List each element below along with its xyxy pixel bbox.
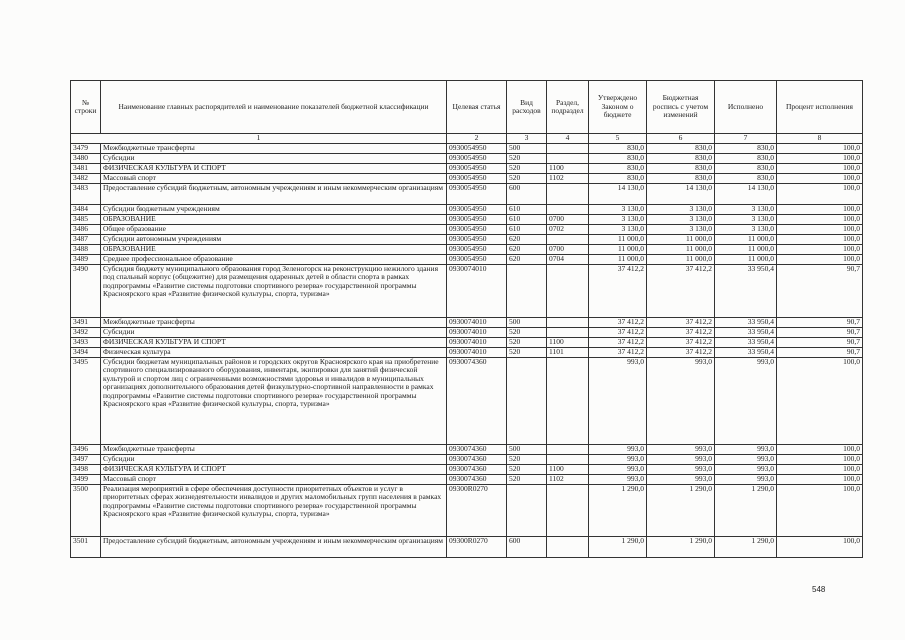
column-number: 5 xyxy=(589,134,647,144)
row-expense-type-cell: 520 xyxy=(507,328,547,338)
row-name-cell: Субсидии xyxy=(101,455,447,465)
row-approved-cell: 11 000,0 xyxy=(589,245,647,255)
row-budget-schedule-cell: 993,0 xyxy=(647,465,715,475)
header-name: Наименование главных распорядителей и наименование показателей бюджетной классификации xyxy=(101,81,447,134)
row-name-cell: ОБРАЗОВАНИЕ xyxy=(101,215,447,225)
row-budget-schedule-cell: 14 130,0 xyxy=(647,184,715,205)
header-budget-schedule: Бюджетная роспись с учетом изменений xyxy=(647,81,715,134)
row-executed-cell: 33 950,4 xyxy=(715,318,777,328)
table-row xyxy=(71,348,863,358)
row-name-cell: Общее образование xyxy=(101,225,447,235)
table-row xyxy=(71,184,863,205)
row-section-cell xyxy=(547,265,589,318)
row-percent-cell: 100,0 xyxy=(777,455,863,465)
table-row xyxy=(71,164,863,174)
table-row xyxy=(71,205,863,215)
row-budget-schedule-cell: 830,0 xyxy=(647,174,715,184)
header-target-code: Целевая статья xyxy=(447,81,507,134)
row-percent-cell: 100,0 xyxy=(777,184,863,205)
row-name-cell: ФИЗИЧЕСКАЯ КУЛЬТУРА И СПОРТ xyxy=(101,164,447,174)
row-percent-cell: 100,0 xyxy=(777,225,863,235)
row-expense-type-cell: 610 xyxy=(507,215,547,225)
row-name-cell: Субсидии бюджетам муниципальных районов и городских округов Красноярского края на приобретение спортивного специализированного оборудования, инвентаря, экипировки для занятий физической культурой и спортом лиц с ограниченными возможностями здоровья и инвалидов в муниципальных организациях дополнительного образования детей физкультурно-спортивной направленности в рамках подпрограммы «Развитие системы подготовки спортивного резерва» государственной программы Красноярского края «Развитие физической культуры, спорта, туризма» xyxy=(101,358,447,445)
row-name-cell: Реализация мероприятий в сфере обеспечения доступности приоритетных объектов и услуг в приоритетных сферах жизнедеятельности инвалидов и других маломобильных групп населения в рамках подпрограммы «Развитие системы подготовки спортивного резерва» государственной программы Красноярского края «Развитие физической культуры, спорта, туризма» xyxy=(101,485,447,537)
row-executed-cell: 14 130,0 xyxy=(715,184,777,205)
row-budget-schedule-cell: 993,0 xyxy=(647,475,715,485)
row-budget-schedule-cell: 37 412,2 xyxy=(647,318,715,328)
row-executed-cell: 830,0 xyxy=(715,144,777,154)
row-target-code-cell: 0930074360 xyxy=(447,465,507,475)
row-percent-cell: 100,0 xyxy=(777,445,863,455)
row-target-code-cell: 0930054950 xyxy=(447,144,507,154)
row-expense-type-cell: 620 xyxy=(507,245,547,255)
row-executed-cell: 3 130,0 xyxy=(715,215,777,225)
row-expense-type-cell: 620 xyxy=(507,235,547,245)
table-row xyxy=(71,465,863,475)
row-percent-cell: 90,7 xyxy=(777,348,863,358)
row-number-cell: 3498 xyxy=(71,465,101,475)
row-approved-cell: 37 412,2 xyxy=(589,338,647,348)
row-target-code-cell: 0930054950 xyxy=(447,205,507,215)
row-expense-type-cell: 520 xyxy=(507,154,547,164)
row-budget-schedule-cell: 830,0 xyxy=(647,144,715,154)
row-target-code-cell: 0930054950 xyxy=(447,235,507,245)
row-name-cell: Предоставление субсидий бюджетным, автономным учреждениям и иным некоммерческим организациям xyxy=(101,537,447,558)
row-executed-cell: 33 950,4 xyxy=(715,338,777,348)
table-row xyxy=(71,215,863,225)
row-percent-cell: 90,7 xyxy=(777,328,863,338)
row-number-cell: 3493 xyxy=(71,338,101,348)
row-expense-type-cell: 610 xyxy=(507,225,547,235)
row-percent-cell: 100,0 xyxy=(777,235,863,245)
row-name-cell: ФИЗИЧЕСКАЯ КУЛЬТУРА И СПОРТ xyxy=(101,338,447,348)
row-target-code-cell: 0930054950 xyxy=(447,245,507,255)
row-name-cell: ФИЗИЧЕСКАЯ КУЛЬТУРА И СПОРТ xyxy=(101,465,447,475)
row-name-cell: ОБРАЗОВАНИЕ xyxy=(101,245,447,255)
row-target-code-cell: 0930054950 xyxy=(447,164,507,174)
column-number: 7 xyxy=(715,134,777,144)
row-section-cell xyxy=(547,205,589,215)
row-approved-cell: 1 290,0 xyxy=(589,485,647,537)
row-number-cell: 3490 xyxy=(71,265,101,318)
row-executed-cell: 993,0 xyxy=(715,475,777,485)
row-expense-type-cell xyxy=(507,485,547,537)
header-expense-type: Вид расходов xyxy=(507,81,547,134)
header-executed: Исполнено xyxy=(715,81,777,134)
row-expense-type-cell: 520 xyxy=(507,455,547,465)
row-target-code-cell: 0930054950 xyxy=(447,225,507,235)
row-budget-schedule-cell: 37 412,2 xyxy=(647,338,715,348)
row-executed-cell: 993,0 xyxy=(715,445,777,455)
row-approved-cell: 37 412,2 xyxy=(589,328,647,338)
row-executed-cell: 830,0 xyxy=(715,154,777,164)
table-row xyxy=(71,154,863,164)
row-section-cell: 1100 xyxy=(547,338,589,348)
row-target-code-cell: 0930074010 xyxy=(447,265,507,318)
row-percent-cell: 100,0 xyxy=(777,255,863,265)
row-target-code-cell: 0930074360 xyxy=(447,475,507,485)
row-expense-type-cell: 520 xyxy=(507,338,547,348)
row-approved-cell: 14 130,0 xyxy=(589,184,647,205)
row-section-cell: 0700 xyxy=(547,215,589,225)
row-name-cell: Субсидии xyxy=(101,154,447,164)
row-section-cell xyxy=(547,318,589,328)
row-target-code-cell: 0930054950 xyxy=(447,174,507,184)
column-number: 4 xyxy=(547,134,589,144)
row-percent-cell: 100,0 xyxy=(777,174,863,184)
row-budget-schedule-cell: 37 412,2 xyxy=(647,348,715,358)
row-executed-cell: 993,0 xyxy=(715,465,777,475)
row-target-code-cell: 0930074010 xyxy=(447,318,507,328)
table-row xyxy=(71,338,863,348)
row-percent-cell: 90,7 xyxy=(777,338,863,348)
column-number: 6 xyxy=(647,134,715,144)
table-header-row xyxy=(71,81,863,134)
row-expense-type-cell: 500 xyxy=(507,144,547,154)
row-name-cell: Физическая культура xyxy=(101,348,447,358)
row-number-cell: 3492 xyxy=(71,328,101,338)
column-number-row xyxy=(71,134,863,144)
header-row-number: № строки xyxy=(71,81,101,134)
row-budget-schedule-cell: 993,0 xyxy=(647,358,715,445)
row-percent-cell: 100,0 xyxy=(777,144,863,154)
row-section-cell xyxy=(547,235,589,245)
row-number-cell: 3489 xyxy=(71,255,101,265)
row-section-cell xyxy=(547,445,589,455)
table-row xyxy=(71,144,863,154)
row-section-cell: 0700 xyxy=(547,245,589,255)
row-percent-cell: 90,7 xyxy=(777,318,863,328)
row-name-cell: Субсидия бюджету муниципального образования город Зеленогорск на реконструкцию нежилого здания под спальный корпус (общежитие) для размещения одаренных детей в области спорта в рамках подпрограммы «Развитие системы подготовки спортивного резерва» государственной программы Красноярского края «Развитие физической культуры, спорта, туризма» xyxy=(101,265,447,318)
row-executed-cell: 1 290,0 xyxy=(715,537,777,558)
row-executed-cell: 993,0 xyxy=(715,358,777,445)
table-row xyxy=(71,265,863,318)
table-row xyxy=(71,455,863,465)
column-number: 8 xyxy=(777,134,863,144)
row-executed-cell: 11 000,0 xyxy=(715,245,777,255)
table-row xyxy=(71,225,863,235)
row-name-cell: Межбюджетные трансферты xyxy=(101,318,447,328)
row-name-cell: Среднее профессиональное образование xyxy=(101,255,447,265)
row-percent-cell: 100,0 xyxy=(777,154,863,164)
row-approved-cell: 993,0 xyxy=(589,358,647,445)
row-approved-cell: 3 130,0 xyxy=(589,225,647,235)
row-percent-cell: 100,0 xyxy=(777,358,863,445)
row-section-cell: 1100 xyxy=(547,164,589,174)
header-percent: Процент исполнения xyxy=(777,81,863,134)
row-expense-type-cell xyxy=(507,358,547,445)
row-target-code-cell: 0930074010 xyxy=(447,348,507,358)
row-target-code-cell: 0930054950 xyxy=(447,184,507,205)
row-section-cell xyxy=(547,537,589,558)
row-number-cell: 3488 xyxy=(71,245,101,255)
table-row xyxy=(71,255,863,265)
table-row xyxy=(71,475,863,485)
row-number-cell: 3491 xyxy=(71,318,101,328)
row-number-cell: 3479 xyxy=(71,144,101,154)
column-number: 3 xyxy=(507,134,547,144)
row-expense-type-cell: 610 xyxy=(507,205,547,215)
row-budget-schedule-cell: 11 000,0 xyxy=(647,245,715,255)
row-approved-cell: 37 412,2 xyxy=(589,265,647,318)
row-expense-type-cell xyxy=(507,265,547,318)
row-number-cell: 3483 xyxy=(71,184,101,205)
row-expense-type-cell: 500 xyxy=(507,318,547,328)
row-expense-type-cell: 520 xyxy=(507,174,547,184)
row-budget-schedule-cell: 37 412,2 xyxy=(647,265,715,318)
table-row xyxy=(71,445,863,455)
row-approved-cell: 830,0 xyxy=(589,174,647,184)
row-percent-cell: 100,0 xyxy=(777,475,863,485)
row-section-cell: 0704 xyxy=(547,255,589,265)
row-section-cell xyxy=(547,144,589,154)
row-budget-schedule-cell: 830,0 xyxy=(647,164,715,174)
row-budget-schedule-cell: 830,0 xyxy=(647,154,715,164)
row-target-code-cell: 09300R0270 xyxy=(447,485,507,537)
row-name-cell: Массовый спорт xyxy=(101,475,447,485)
row-executed-cell: 3 130,0 xyxy=(715,205,777,215)
row-target-code-cell: 0930074360 xyxy=(447,358,507,445)
row-expense-type-cell: 600 xyxy=(507,184,547,205)
row-number-cell: 3497 xyxy=(71,455,101,465)
row-executed-cell: 11 000,0 xyxy=(715,255,777,265)
row-target-code-cell: 0930054950 xyxy=(447,215,507,225)
row-expense-type-cell: 620 xyxy=(507,255,547,265)
page-number: 548 xyxy=(812,585,826,594)
row-number-cell: 3499 xyxy=(71,475,101,485)
row-name-cell: Предоставление субсидий бюджетным, автономным учреждениям и иным некоммерческим организациям xyxy=(101,184,447,205)
row-number-cell: 3482 xyxy=(71,174,101,184)
row-section-cell xyxy=(547,328,589,338)
row-approved-cell: 3 130,0 xyxy=(589,205,647,215)
row-percent-cell: 100,0 xyxy=(777,215,863,225)
table-row xyxy=(71,537,863,558)
row-executed-cell: 993,0 xyxy=(715,455,777,465)
row-name-cell: Массовый спорт xyxy=(101,174,447,184)
table-row xyxy=(71,358,863,445)
header-section: Раздел, подраздел xyxy=(547,81,589,134)
row-approved-cell: 993,0 xyxy=(589,455,647,465)
row-expense-type-cell: 600 xyxy=(507,537,547,558)
row-percent-cell: 100,0 xyxy=(777,205,863,215)
row-section-cell: 1102 xyxy=(547,174,589,184)
row-number-cell: 3487 xyxy=(71,235,101,245)
table-row xyxy=(71,235,863,245)
row-approved-cell: 37 412,2 xyxy=(589,348,647,358)
row-percent-cell: 100,0 xyxy=(777,164,863,174)
row-section-cell xyxy=(547,358,589,445)
row-executed-cell: 830,0 xyxy=(715,174,777,184)
table-row xyxy=(71,485,863,537)
row-approved-cell: 993,0 xyxy=(589,465,647,475)
row-section-cell xyxy=(547,485,589,537)
row-name-cell: Межбюджетные трансферты xyxy=(101,445,447,455)
row-section-cell: 1100 xyxy=(547,465,589,475)
row-number-cell: 3481 xyxy=(71,164,101,174)
row-expense-type-cell: 520 xyxy=(507,475,547,485)
row-number-cell: 3494 xyxy=(71,348,101,358)
row-expense-type-cell: 500 xyxy=(507,445,547,455)
row-approved-cell: 830,0 xyxy=(589,154,647,164)
row-section-cell xyxy=(547,154,589,164)
table-row xyxy=(71,328,863,338)
row-budget-schedule-cell: 1 290,0 xyxy=(647,537,715,558)
row-percent-cell: 100,0 xyxy=(777,245,863,255)
row-percent-cell: 100,0 xyxy=(777,465,863,475)
row-name-cell: Субсидии xyxy=(101,328,447,338)
row-number-cell: 3501 xyxy=(71,537,101,558)
row-approved-cell: 993,0 xyxy=(589,445,647,455)
table-row xyxy=(71,245,863,255)
row-section-cell xyxy=(547,455,589,465)
table-row xyxy=(71,174,863,184)
row-number-cell: 3480 xyxy=(71,154,101,164)
column-number: 1 xyxy=(71,134,447,144)
header-approved: Утверждено Законом о бюджете xyxy=(589,81,647,134)
row-name-cell: Субсидии бюджетным учреждениям xyxy=(101,205,447,215)
row-approved-cell: 830,0 xyxy=(589,144,647,154)
row-executed-cell: 33 950,4 xyxy=(715,328,777,338)
row-budget-schedule-cell: 3 130,0 xyxy=(647,205,715,215)
row-expense-type-cell: 520 xyxy=(507,164,547,174)
row-budget-schedule-cell: 993,0 xyxy=(647,455,715,465)
row-number-cell: 3496 xyxy=(71,445,101,455)
row-target-code-cell: 0930054950 xyxy=(447,154,507,164)
row-number-cell: 3486 xyxy=(71,225,101,235)
row-percent-cell: 90,7 xyxy=(777,265,863,318)
row-target-code-cell: 0930074360 xyxy=(447,455,507,465)
row-target-code-cell: 0930074010 xyxy=(447,338,507,348)
row-executed-cell: 830,0 xyxy=(715,164,777,174)
row-percent-cell: 100,0 xyxy=(777,485,863,537)
row-number-cell: 3484 xyxy=(71,205,101,215)
row-name-cell: Межбюджетные трансферты xyxy=(101,144,447,154)
row-approved-cell: 37 412,2 xyxy=(589,318,647,328)
row-target-code-cell: 0930074010 xyxy=(447,328,507,338)
row-number-cell: 3495 xyxy=(71,358,101,445)
budget-table xyxy=(70,80,863,558)
row-budget-schedule-cell: 11 000,0 xyxy=(647,235,715,245)
row-target-code-cell: 0930074360 xyxy=(447,445,507,455)
row-approved-cell: 993,0 xyxy=(589,475,647,485)
row-target-code-cell: 0930054950 xyxy=(447,255,507,265)
row-target-code-cell: 09300R0270 xyxy=(447,537,507,558)
row-approved-cell: 11 000,0 xyxy=(589,255,647,265)
row-approved-cell: 3 130,0 xyxy=(589,215,647,225)
row-executed-cell: 33 950,4 xyxy=(715,348,777,358)
column-number: 2 xyxy=(447,134,507,144)
row-name-cell: Субсидии автономным учреждениям xyxy=(101,235,447,245)
row-expense-type-cell: 520 xyxy=(507,465,547,475)
row-approved-cell: 11 000,0 xyxy=(589,235,647,245)
row-budget-schedule-cell: 1 290,0 xyxy=(647,485,715,537)
row-executed-cell: 3 130,0 xyxy=(715,225,777,235)
row-budget-schedule-cell: 993,0 xyxy=(647,445,715,455)
row-section-cell xyxy=(547,184,589,205)
row-budget-schedule-cell: 3 130,0 xyxy=(647,215,715,225)
row-section-cell: 0702 xyxy=(547,225,589,235)
row-executed-cell: 11 000,0 xyxy=(715,235,777,245)
row-expense-type-cell: 520 xyxy=(507,348,547,358)
row-approved-cell: 1 290,0 xyxy=(589,537,647,558)
row-section-cell: 1101 xyxy=(547,348,589,358)
row-budget-schedule-cell: 37 412,2 xyxy=(647,328,715,338)
row-budget-schedule-cell: 11 000,0 xyxy=(647,255,715,265)
row-executed-cell: 1 290,0 xyxy=(715,485,777,537)
row-approved-cell: 830,0 xyxy=(589,164,647,174)
row-percent-cell: 100,0 xyxy=(777,537,863,558)
row-executed-cell: 33 950,4 xyxy=(715,265,777,318)
row-section-cell: 1102 xyxy=(547,475,589,485)
row-number-cell: 3485 xyxy=(71,215,101,225)
row-number-cell: 3500 xyxy=(71,485,101,537)
row-budget-schedule-cell: 3 130,0 xyxy=(647,225,715,235)
table-row xyxy=(71,318,863,328)
